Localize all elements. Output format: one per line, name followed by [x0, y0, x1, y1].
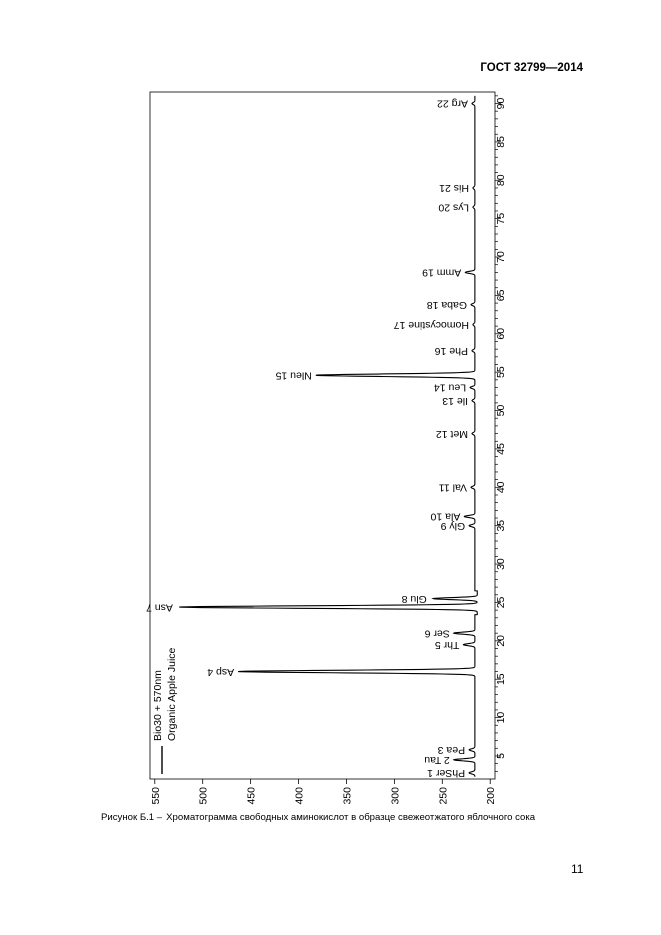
peak-label: Nleu 15 [275, 369, 312, 382]
time-tick-label: 35 [495, 519, 507, 532]
peak-label: His 21 [439, 182, 469, 195]
peak-label: 2 Tau [424, 754, 450, 767]
peak-label: Met 12 [435, 427, 468, 440]
peak-label: Glu 8 [401, 592, 427, 605]
time-tick-label: 30 [495, 558, 507, 570]
time-tick-label: 50 [495, 404, 507, 417]
figure-caption [101, 812, 539, 823]
page-number: 11 [571, 862, 584, 876]
response-tick-label: 200 [485, 787, 498, 805]
peak-label: Pea 3 [437, 744, 466, 757]
time-tick-label: 45 [495, 443, 507, 455]
peak-label: Asp 4 [207, 665, 235, 678]
time-tick-label: 65 [495, 289, 507, 302]
peak-label: Asn 7 [145, 601, 173, 614]
standard-number: ГОСТ 32799—2014 [480, 62, 583, 74]
peak-label: Lys 20 [438, 201, 469, 214]
response-tick-label: 400 [293, 787, 306, 805]
legend [152, 647, 178, 774]
time-tick-label: 25 [495, 596, 507, 609]
response-tick-label: 500 [197, 787, 210, 805]
peak-label: Val 11 [438, 481, 468, 494]
response-tick-label: 450 [245, 787, 258, 805]
time-tick-label: 40 [495, 481, 507, 494]
time-tick-label: 15 [495, 673, 507, 686]
peak-labels [146, 98, 469, 779]
time-tick-label: 75 [495, 212, 507, 225]
response-tick-label: 350 [341, 787, 354, 805]
time-tick-label: 20 [495, 634, 507, 647]
time-tick-label: 80 [495, 174, 507, 187]
legend-entry-sample: Organic Apple Juice [166, 647, 178, 741]
peak-label: Gly 9 [440, 519, 466, 532]
time-tick-label: 85 [495, 136, 507, 148]
time-tick-label: 90 [495, 97, 507, 110]
peak-label: Leu 14 [433, 381, 467, 394]
peak-label: Ile 13 [442, 394, 468, 407]
peak-label: Thr 5 [434, 638, 460, 651]
response-tick-label: 300 [389, 787, 402, 805]
time-tick-label: 70 [495, 251, 507, 263]
time-tick-label: 10 [495, 711, 507, 724]
peak-label: Ala 10 [430, 510, 461, 523]
peak-label: Gaba 18 [426, 298, 468, 311]
time-tick-label: 5 [495, 753, 507, 759]
peak-label: Amm 19 [422, 266, 462, 279]
y-axis [150, 779, 497, 805]
time-tick-label: 55 [495, 366, 507, 379]
response-tick-label: 250 [437, 787, 450, 805]
time-tick-label: 60 [495, 327, 507, 340]
peak-label: Arg 22 [437, 97, 468, 110]
peak-label: Homocystine 17 [393, 318, 469, 331]
x-axis [495, 96, 507, 771]
peak-label: PhSer 1 [427, 767, 466, 780]
figure-caption-text: Хроматограмма свободных аминокислот в образце свежеотжатого яблочного сока [166, 812, 536, 823]
figure-caption-label: Рисунок Б.1 – [101, 812, 163, 823]
peak-label: Phe 16 [434, 344, 468, 357]
legend-entry-series: Bio30 + 570nm [152, 670, 164, 741]
peak-label: Ser 6 [424, 627, 450, 640]
response-tick-label: 550 [149, 787, 162, 805]
